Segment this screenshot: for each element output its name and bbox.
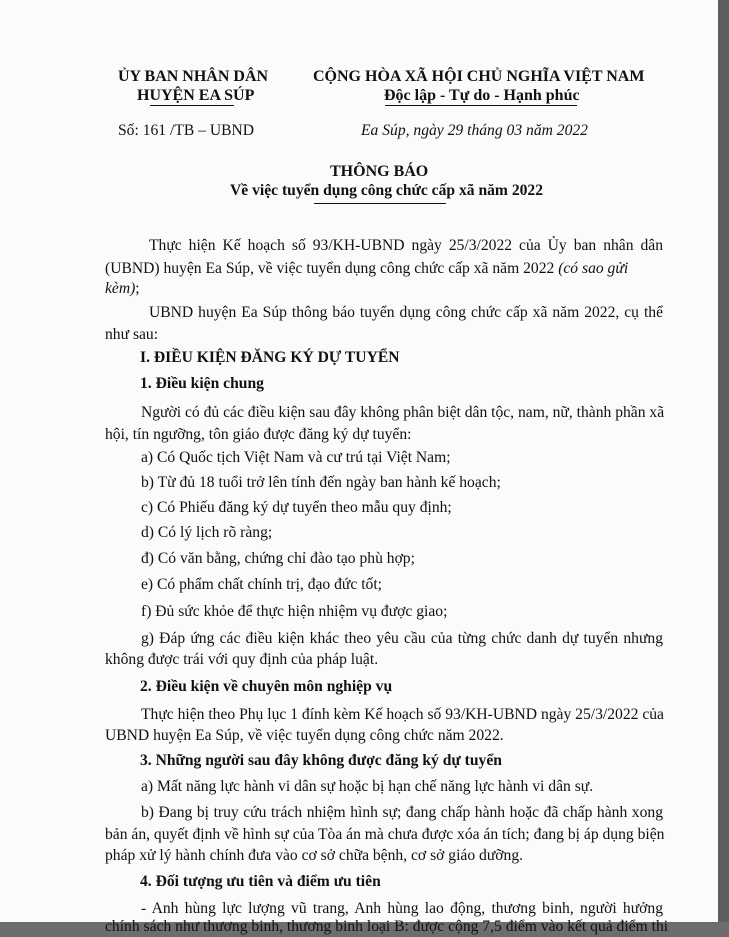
- intro-p1-line2-text: (UBND) huyện Ea Súp, về việc tuyển dụng công chức cấp xã năm 2022: [105, 260, 559, 277]
- sub3-item-b-line2: bản án, quyết định về hình sự của Tòa án mà chưa được xóa án tích; đang bị áp dụng biện: [105, 826, 665, 843]
- document-title: THÔNG BÁO: [330, 163, 429, 180]
- scrollbar[interactable]: [718, 0, 729, 922]
- intro-p1-line1: Thực hiện Kế hoạch số 93/KH-UBND ngày 25/3/2022 của Ủy ban nhân dân: [149, 237, 663, 254]
- document-number: Số: 161 /TB – UBND: [118, 122, 255, 139]
- sub1-heading: 1. Điều kiện chung: [140, 375, 264, 392]
- district-underline: [150, 105, 234, 106]
- sub1-intro-line1: Người có đủ các điều kiện sau đây không phân biệt dân tộc, nam, nữ, thành phần xã: [141, 404, 665, 421]
- sub4-line2: chính sách như thương binh, thương binh loại B: được cộng 7,5 điểm vào kết quả điểm thi: [105, 918, 669, 935]
- subtitle-underline: [314, 203, 446, 204]
- intro-p2-line1: UBND huyện Ea Súp thông báo tuyển dụng công chức cấp xã năm 2022, cụ thể: [149, 304, 663, 321]
- condition-item: c) Có Phiếu đăng ký dự tuyển theo mẫu quy định;: [141, 499, 452, 516]
- sub1-intro-line2: hội, tín ngưỡng, tôn giáo được đăng ký dự tuyển:: [105, 426, 412, 443]
- sub3-item-a: a) Mất năng lực hành vi dân sự hoặc bị hạn chế năng lực hành vi dân sự.: [141, 778, 594, 795]
- sub2-heading: 2. Điều kiện về chuyên môn nghiệp vụ: [140, 678, 393, 695]
- condition-item: a) Có Quốc tịch Việt Nam và cư trú tại Việt Nam;: [141, 449, 451, 466]
- intro-p1-line3-italic: kèm): [105, 280, 136, 297]
- intro-p1-line2-italic: (có sao gửi: [558, 260, 629, 277]
- condition-item: b) Từ đủ 18 tuổi trở lên tính đến ngày ban hành kế hoạch;: [141, 474, 501, 491]
- sub3-heading: 3. Những người sau đây không được đăng ký dự tuyển: [140, 752, 502, 769]
- intro-p1-line2: [105, 259, 663, 279]
- condition-item-g-line2: không được trái với quy định của pháp luật.: [105, 651, 379, 668]
- document-date: Ea Súp, ngày 29 tháng 03 năm 2022: [361, 122, 588, 139]
- condition-item-g-line1: g) Đáp ứng các điều kiện khác theo yêu cầu của từng chức danh dự tuyển nhưng: [141, 630, 663, 647]
- agency-name: ỦY BAN NHÂN DÂN: [118, 68, 269, 85]
- sub3-item-b-line3: pháp xử lý hành chính đưa vào cơ sở chữa bệnh, cơ sở giáo dưỡng.: [105, 847, 524, 864]
- district-name: HUYỆN EA SÚP: [137, 87, 255, 104]
- condition-item: e) Có phẩm chất chính trị, đạo đức tốt;: [141, 576, 382, 593]
- document-subtitle: Về việc tuyển dụng công chức cấp xã năm 2022: [230, 182, 544, 199]
- section1-heading: I. ĐIỀU KIỆN ĐĂNG KÝ DỰ TUYỂN: [140, 349, 400, 366]
- intro-p2-line2: như sau:: [105, 326, 159, 343]
- condition-item: f) Đủ sức khỏe để thực hiện nhiệm vụ được giao;: [141, 603, 448, 620]
- national-motto: Độc lập - Tự do - Hạnh phúc: [384, 87, 580, 104]
- intro-p1-line3-text: ;: [135, 280, 140, 297]
- sub3-item-b-line1: b) Đang bị truy cứu trách nhiệm hình sự; đang chấp hành hoặc đã chấp hành xong: [141, 804, 663, 821]
- sub4-heading: 4. Đối tượng ưu tiên và điểm ưu tiên: [140, 873, 381, 890]
- condition-item: đ) Có văn bằng, chứng chỉ đào tạo phù hợp;: [141, 550, 415, 567]
- condition-item: d) Có lý lịch rõ ràng;: [141, 524, 273, 541]
- national-title: CỘNG HÒA XÃ HỘI CHỦ NGHĨA VIỆT NAM: [313, 68, 645, 85]
- sub2-line1: Thực hiện theo Phụ lục 1 đính kèm Kế hoạch số 93/KH-UBND ngày 25/3/2022 của: [141, 706, 664, 723]
- sub4-line1: - Anh hùng lực lượng vũ trang, Anh hùng lao động, thương binh, người hưởng: [141, 900, 663, 917]
- motto-underline: [385, 105, 577, 106]
- intro-p1-line3: [105, 279, 140, 299]
- sub2-line2: UBND huyện Ea Súp, về việc tuyển dụng công chức năm 2022.: [105, 727, 504, 744]
